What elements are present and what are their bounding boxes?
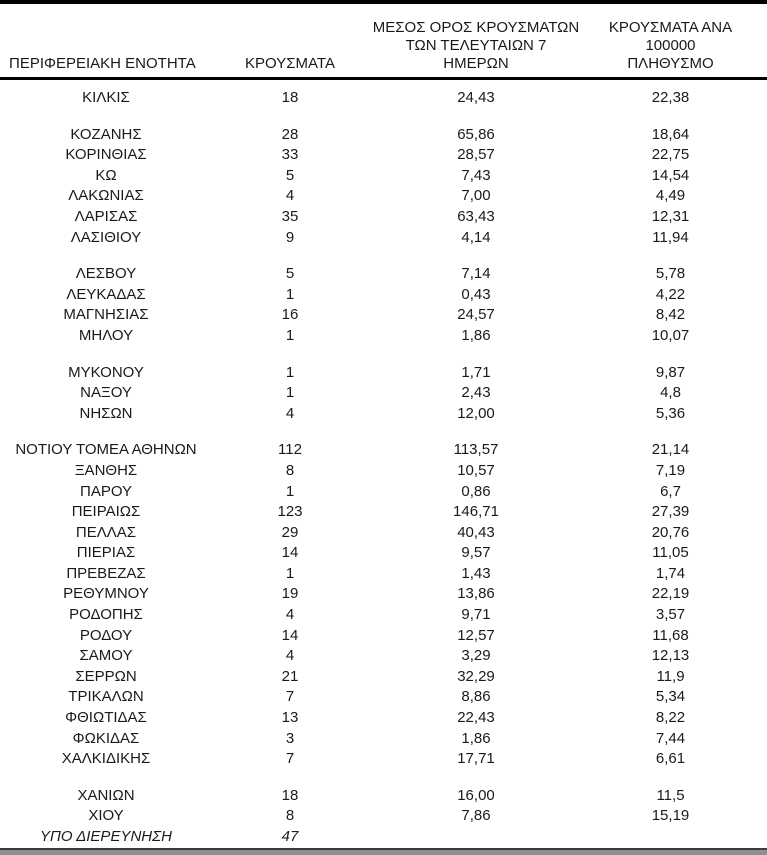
cell-region: ΛΕΥΚΑΔΑΣ xyxy=(66,285,146,303)
table-row xyxy=(0,404,767,425)
column-header-avg7-line3: ΗΜΕΡΩΝ xyxy=(443,55,509,72)
cell-cases: 14 xyxy=(281,626,299,644)
cell-per100k: 11,5 xyxy=(656,786,685,804)
table-row xyxy=(0,461,767,482)
cell-cases: 33 xyxy=(281,146,299,164)
cell-per100k: 4,22 xyxy=(655,285,686,303)
table-row xyxy=(0,264,767,285)
cell-region: ΡΟΔΟΥ xyxy=(79,626,133,644)
column-header-region-label: ΠΕΡΙΦΕΡΕΙΑΚΗ ΕΝΟΤΗΤΑ xyxy=(9,55,196,72)
cell-cases: 4 xyxy=(285,606,295,624)
cell-cases: 18 xyxy=(281,786,299,804)
cell-region: ΥΠΟ ΔΙΕΡΕΥΝΗΣΗ xyxy=(40,828,172,845)
cell-avg7: 12,57 xyxy=(457,626,495,644)
table-row xyxy=(0,186,767,207)
cell-avg7: 0,43 xyxy=(461,285,491,303)
cell-cases: 1 xyxy=(285,482,295,500)
cell-cases: 28 xyxy=(281,125,299,143)
cell-per100k: 8,42 xyxy=(655,306,686,324)
group-spacer xyxy=(0,424,767,440)
table-row xyxy=(0,667,767,688)
table-row xyxy=(0,383,767,404)
cell-per100k: 22,75 xyxy=(651,146,690,164)
cell-avg7: 16,00 xyxy=(457,786,495,804)
cell-region: ΜΥΚΟΝΟΥ xyxy=(68,363,144,381)
cell-per100k: 5,34 xyxy=(655,688,686,706)
cell-per100k: 15,19 xyxy=(651,807,690,825)
cell-per100k: 6,61 xyxy=(655,750,686,768)
cell-region: ΠΑΡΟΥ xyxy=(79,482,133,500)
table-row xyxy=(0,145,767,166)
cell-avg7: 32,29 xyxy=(457,667,495,685)
table-row xyxy=(0,482,767,503)
cell-region: ΧΙΟΥ xyxy=(88,807,124,825)
cell-cases: 1 xyxy=(285,363,295,381)
cell-cases: 1 xyxy=(285,384,295,402)
cell-avg7: 4,14 xyxy=(461,228,491,246)
cell-avg7: 7,14 xyxy=(461,265,491,283)
cell-region: ΚΟΡΙΝΘΙΑΣ xyxy=(65,146,147,164)
table-row xyxy=(0,363,767,384)
cell-cases: 3 xyxy=(285,729,295,747)
table-row xyxy=(0,626,767,647)
column-header-avg7 xyxy=(368,19,584,73)
cell-cases: 21 xyxy=(281,667,299,685)
cell-region: ΣΕΡΡΩΝ xyxy=(75,667,137,685)
cell-per100k: 9,87 xyxy=(655,363,686,381)
table-row xyxy=(0,584,767,605)
cell-cases: 4 xyxy=(285,404,295,422)
cell-cases: 4 xyxy=(285,647,295,665)
cell-region: ΦΩΚΙΔΑΣ xyxy=(72,729,140,747)
cell-cases: 13 xyxy=(281,709,299,727)
cell-per100k: 7,44 xyxy=(655,729,686,747)
cell-per100k: 1,74 xyxy=(655,564,686,582)
cell-cases: 7 xyxy=(285,688,295,706)
cell-avg7: 1,86 xyxy=(461,326,491,344)
cell-per100k: 11,9 xyxy=(656,667,685,685)
cell-region: ΤΡΙΚΑΛΩΝ xyxy=(68,688,144,706)
cell-region: ΝΟΤΙΟΥ ΤΟΜΕΑ ΑΘΗΝΩΝ xyxy=(15,441,197,459)
cell-cases: 29 xyxy=(281,523,299,541)
cell-region: ΦΘΙΩΤΙΔΑΣ xyxy=(65,709,147,727)
cell-cases: 16 xyxy=(281,306,299,324)
cell-per100k: 12,31 xyxy=(651,207,690,225)
cell-region: ΜΑΓΝΗΣΙΑΣ xyxy=(63,306,149,324)
cell-avg7: 65,86 xyxy=(457,125,495,143)
cell-region: ΞΑΝΘΗΣ xyxy=(74,461,138,479)
cell-avg7: 22,43 xyxy=(457,709,495,727)
cell-region: ΠΙΕΡΙΑΣ xyxy=(76,544,136,562)
cell-cases: 123 xyxy=(277,503,303,521)
cell-cases: 1 xyxy=(285,326,295,344)
cell-region: ΡΟΔΟΠΗΣ xyxy=(69,606,143,624)
table-row xyxy=(0,605,767,626)
cell-avg7: 8,86 xyxy=(461,688,491,706)
cell-avg7: 7,43 xyxy=(461,166,491,184)
cell-avg7: 9,57 xyxy=(461,544,491,562)
cell-cases: 19 xyxy=(281,585,299,603)
table-row xyxy=(0,305,767,326)
cell-region: ΣΑΜΟΥ xyxy=(79,647,133,665)
cell-per100k: 22,38 xyxy=(651,89,690,106)
cell-avg7: 13,86 xyxy=(457,585,495,603)
cell-avg7: 3,29 xyxy=(461,647,491,665)
cell-cases: 35 xyxy=(281,207,299,225)
column-header-per100k-line1: ΚΡΟΥΣΜΑΤΑ ΑΝΑ 100000 xyxy=(608,19,733,54)
cell-cases: 18 xyxy=(281,89,299,106)
cell-avg7: 12,00 xyxy=(457,404,495,422)
cell-region: ΛΑΣΙΘΙΟΥ xyxy=(70,228,142,246)
column-header-per100k xyxy=(584,19,767,73)
cell-per100k: 4,49 xyxy=(655,187,686,205)
cell-per100k: 7,19 xyxy=(655,461,686,479)
cell-avg7: 10,57 xyxy=(457,461,495,479)
cell-avg7 xyxy=(368,827,584,848)
cell-avg7: 146,71 xyxy=(453,503,499,521)
cell-cases: 112 xyxy=(278,441,302,459)
cell-cases: 8 xyxy=(285,807,295,825)
cell-avg7: 24,57 xyxy=(457,306,495,324)
cell-per100k: 21,14 xyxy=(651,441,690,459)
cell-cases: 1 xyxy=(285,285,295,303)
cell-per100k: 20,76 xyxy=(651,523,690,541)
cell-region: ΡΕΘΥΜΝΟΥ xyxy=(63,585,149,603)
cell-per100k: 11,68 xyxy=(652,626,689,644)
cell-avg7: 113,57 xyxy=(453,441,499,459)
cell-region: ΚΩ xyxy=(95,166,117,184)
cell-avg7: 7,86 xyxy=(461,807,491,825)
table-row xyxy=(0,502,767,523)
column-header-region xyxy=(0,55,212,73)
cell-cases: 4 xyxy=(285,187,295,205)
cell-region: ΜΗΛΟΥ xyxy=(78,326,134,344)
cell-per100k: 5,36 xyxy=(655,404,686,422)
table-row xyxy=(0,729,767,750)
cell-per100k: 6,7 xyxy=(660,482,681,500)
cell-avg7: 40,43 xyxy=(457,523,495,541)
cell-avg7: 0,86 xyxy=(461,482,491,500)
cell-avg7: 63,43 xyxy=(457,207,495,225)
cell-region: ΛΕΣΒΟΥ xyxy=(75,265,137,283)
cell-cases: 5 xyxy=(285,265,295,283)
cell-per100k: 10,07 xyxy=(651,326,690,344)
table-row xyxy=(0,786,767,807)
table-row xyxy=(0,523,767,544)
cell-region: ΧΑΝΙΩΝ xyxy=(77,786,135,804)
bottom-border-thick-line xyxy=(0,850,767,855)
cell-region: ΠΡΕΒΕΖΑΣ xyxy=(66,564,146,582)
group-spacer xyxy=(0,109,767,125)
cell-cases: 14 xyxy=(281,544,299,562)
table-header xyxy=(0,4,767,77)
cell-cases: 47 xyxy=(281,828,299,845)
table-row xyxy=(0,564,767,585)
cell-per100k: 8,22 xyxy=(655,709,686,727)
cell-avg7: 7,00 xyxy=(461,187,491,205)
table-row xyxy=(0,166,767,187)
cell-per100k: 3,57 xyxy=(655,606,686,624)
cell-per100k: 14,54 xyxy=(651,166,690,184)
cell-avg7: 1,86 xyxy=(461,729,491,747)
table-row xyxy=(0,285,767,306)
table-row xyxy=(0,806,767,827)
cell-region: ΠΕΛΛΑΣ xyxy=(75,523,137,541)
cell-cases: 7 xyxy=(285,750,295,768)
cell-avg7: 28,57 xyxy=(457,146,495,164)
cell-region: ΚΟΖΑΝΗΣ xyxy=(70,125,142,143)
column-header-cases-label: ΚΡΟΥΣΜΑΤΑ xyxy=(245,55,335,72)
table-row xyxy=(0,440,767,461)
cell-region: ΝΑΞΟΥ xyxy=(80,384,132,402)
group-spacer xyxy=(0,770,767,786)
cell-per100k: 4,8 xyxy=(660,384,681,402)
cell-cases: 9 xyxy=(285,228,295,246)
cell-cases: 5 xyxy=(285,166,295,184)
cell-per100k xyxy=(584,827,767,848)
group-spacer xyxy=(0,347,767,363)
table-row xyxy=(0,708,767,729)
cell-avg7: 24,43 xyxy=(457,89,495,106)
cell-per100k: 18,64 xyxy=(651,125,690,143)
table-row xyxy=(0,326,767,347)
cell-avg7: 1,43 xyxy=(461,564,491,582)
table-row xyxy=(0,827,767,848)
table-row xyxy=(0,125,767,146)
cell-per100k: 27,39 xyxy=(651,503,690,521)
cell-region: ΝΗΣΩΝ xyxy=(79,404,133,422)
cell-region: ΠΕΙΡΑΙΩΣ xyxy=(71,503,141,521)
cell-region: ΚΙΛΚΙΣ xyxy=(82,89,130,106)
cell-region: ΛΑΚΩΝΙΑΣ xyxy=(68,187,144,205)
table-row xyxy=(0,749,767,770)
table-row xyxy=(0,687,767,708)
column-header-cases xyxy=(212,55,368,73)
cell-per100k: 22,19 xyxy=(651,585,690,603)
group-spacer xyxy=(0,248,767,264)
table-row xyxy=(0,88,767,109)
table-body xyxy=(0,80,767,848)
cell-region: ΛΑΡΙΣΑΣ xyxy=(74,207,138,225)
cell-avg7: 9,71 xyxy=(461,606,491,624)
cell-per100k: 12,13 xyxy=(651,647,690,665)
table-row xyxy=(0,646,767,667)
cell-cases: 1 xyxy=(285,564,295,582)
table-row xyxy=(0,228,767,249)
cell-region: ΧΑΛΚΙΔΙΚΗΣ xyxy=(61,750,151,768)
bottom-border xyxy=(0,848,767,855)
cell-avg7: 2,43 xyxy=(461,384,491,402)
table-row xyxy=(0,207,767,228)
table-row xyxy=(0,543,767,564)
cell-per100k: 11,05 xyxy=(652,544,689,562)
cell-per100k: 5,78 xyxy=(655,265,686,283)
column-header-per100k-line2: ΠΛΗΘΥΣΜΟ xyxy=(627,55,714,72)
column-header-avg7-line1: ΜΕΣΟΣ ΟΡΟΣ ΚΡΟΥΣΜΑΤΩΝ xyxy=(372,19,580,36)
cell-avg7: 1,71 xyxy=(461,363,491,381)
cell-avg7: 17,71 xyxy=(457,750,495,768)
cell-cases: 8 xyxy=(285,461,295,479)
cell-per100k: 11,94 xyxy=(652,228,689,246)
column-header-avg7-line2: ΤΩΝ ΤΕΛΕΥΤΑΙΩΝ 7 xyxy=(405,37,547,54)
